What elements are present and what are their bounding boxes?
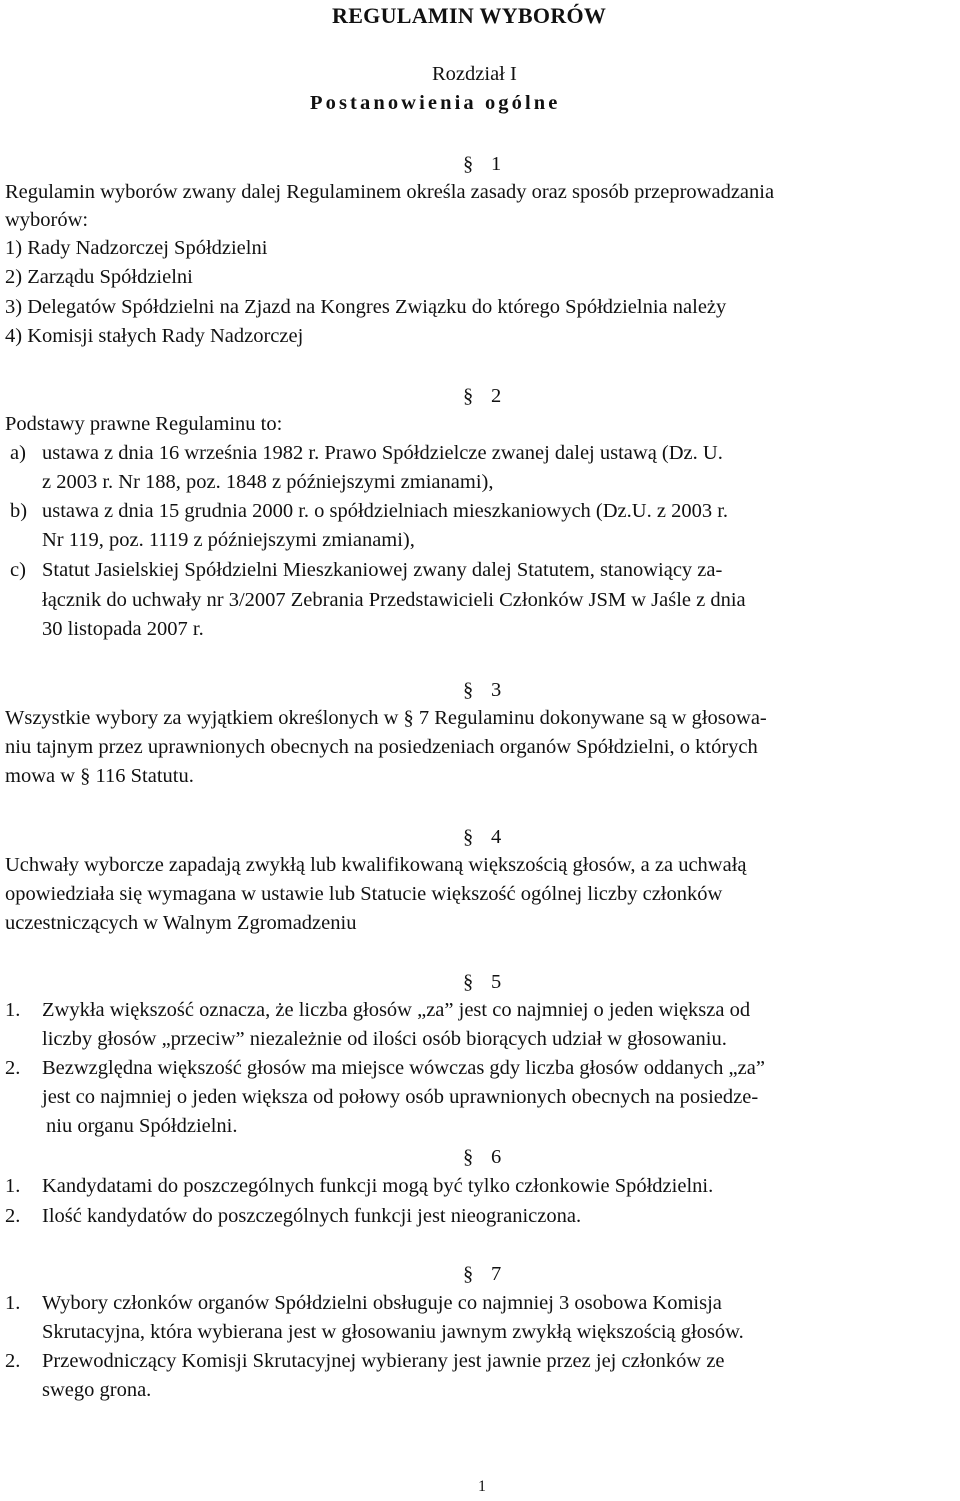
- s2-marker-a: a): [10, 442, 26, 464]
- section-symbol: §: [463, 153, 474, 175]
- section-heading-5: [463, 968, 501, 996]
- section-number: 1: [491, 153, 502, 175]
- s2-marker-c: c): [10, 559, 26, 581]
- section-heading-1: [463, 150, 501, 178]
- s5-marker-2: 2.: [5, 1057, 21, 1079]
- s4-line: Uchwały wyborcze zapadają zwykłą lub kwalifikowaną większością głosów, a za uchwałą: [5, 854, 747, 876]
- s5-point-2-line: niu organu Spółdzielni.: [46, 1115, 238, 1137]
- section-heading-3: [463, 676, 501, 704]
- chapter-name: Postanowienia ogólne: [310, 92, 561, 114]
- s2-intro: Podstawy prawne Regulaminu to:: [5, 413, 283, 435]
- section-number: 5: [491, 971, 502, 993]
- s5-point-1-line: liczby głosów „przeciw” niezależnie od ilości osób biorących udział w głosowaniu.: [42, 1028, 727, 1050]
- s5-marker-1: 1.: [5, 999, 21, 1021]
- section-number: 2: [491, 385, 502, 407]
- page-number: 1: [478, 1478, 486, 1495]
- s1-list-item: 3) Delegatów Spółdzielni na Zjazd na Kongres Związku do którego Spółdzielnia należy: [5, 296, 727, 318]
- s6-point-2: Ilość kandydatów do poszczególnych funkcji jest nieograniczona.: [42, 1205, 582, 1227]
- s2-item-c-line: łącznik do uchwały nr 3/2007 Zebrania Przedstawicieli Członków JSM w Jaśle z dnia: [42, 589, 746, 611]
- s7-point-2-line: swego grona.: [42, 1379, 152, 1401]
- section-symbol: §: [463, 826, 474, 848]
- s7-point-1-line: Skrutacyjna, która wybierana jest w głosowaniu jawnym zwykłą większością głosów.: [42, 1321, 744, 1343]
- s2-item-a-line: ustawa z dnia 16 września 1982 r. Prawo Spółdzielcze zwanej dalej ustawą (Dz. U.: [42, 442, 723, 464]
- s4-line: uczestniczących w Walnym Zgromadzeniu: [5, 912, 357, 934]
- s2-item-c-line: Statut Jasielskiej Spółdzielni Mieszkaniowej zwany dalej Statutem, stanowiący za-: [42, 559, 723, 581]
- section-number: 4: [491, 826, 502, 848]
- s2-item-b-line: ustawa z dnia 15 grudnia 2000 r. o spółdzielniach mieszkaniowych (Dz.U. z 2003 r.: [42, 500, 729, 522]
- section-number: 7: [491, 1263, 502, 1285]
- section-heading-4: [463, 823, 501, 851]
- s7-point-2-line: Przewodniczący Komisji Skrutacyjnej wybierany jest jawnie przez jej członków ze: [42, 1350, 725, 1372]
- document-title: REGULAMIN WYBORÓW: [332, 3, 607, 28]
- s1-list-item: 2) Zarządu Spółdzielni: [5, 266, 193, 288]
- s2-item-b-line: Nr 119, poz. 1119 z późniejszymi zmianami),: [42, 529, 415, 551]
- s7-marker-2: 2.: [5, 1350, 21, 1372]
- section-heading-2: [463, 382, 501, 410]
- s1-intro-line: Regulamin wyborów zwany dalej Regulaminem określa zasady oraz sposób przeprowadzania: [5, 181, 775, 203]
- s1-intro-line: wyborów:: [5, 209, 89, 231]
- section-symbol: §: [463, 679, 474, 701]
- s6-marker-2: 2.: [5, 1205, 21, 1227]
- s2-item-c-line: 30 listopada 2007 r.: [42, 618, 204, 640]
- s5-point-1-line: Zwykła większość oznacza, że liczba głosów „za” jest co najmniej o jeden większa od: [42, 999, 751, 1021]
- s2-item-a-line: z 2003 r. Nr 188, poz. 1848 z późniejszymi zmianami),: [42, 471, 494, 493]
- section-heading-7: [463, 1260, 501, 1288]
- s4-line: opowiedziała się wymagana w ustawie lub Statucie większość ogólnej liczby członków: [5, 883, 723, 905]
- s5-point-2-line: Bezwzględna większość głosów ma miejsce wówczas gdy liczba głosów oddanych „za”: [42, 1057, 765, 1079]
- s5-point-2-line: jest co najmniej o jeden większa od połowy osób uprawnionych obecnych na posiedze-: [42, 1086, 759, 1108]
- s1-list-item: 4) Komisji stałych Rady Nadzorczej: [5, 325, 304, 347]
- section-heading-6: [463, 1143, 501, 1171]
- s3-line: mowa w § 116 Statutu.: [5, 765, 194, 787]
- s7-point-1-line: Wybory członków organów Spółdzielni obsługuje co najmniej 3 osobowa Komisja: [42, 1292, 722, 1314]
- section-symbol: §: [463, 1146, 474, 1168]
- s1-list-item: 1) Rady Nadzorczej Spółdzielni: [5, 237, 268, 259]
- s3-line: niu tajnym przez uprawnionych obecnych na posiedzeniach organów Spółdzielni, o których: [5, 736, 758, 758]
- s7-marker-1: 1.: [5, 1292, 21, 1314]
- s3-line: Wszystkie wybory za wyjątkiem określonych w § 7 Regulaminu dokonywane są w głosowa-: [5, 707, 767, 729]
- section-symbol: §: [463, 971, 474, 993]
- s6-marker-1: 1.: [5, 1175, 21, 1197]
- chapter-number: Rozdział I: [432, 63, 517, 85]
- section-number: 6: [491, 1146, 502, 1168]
- section-symbol: §: [463, 385, 474, 407]
- section-symbol: §: [463, 1263, 474, 1285]
- s6-point-1: Kandydatami do poszczególnych funkcji mogą być tylko członkowie Spółdzielni.: [42, 1175, 714, 1197]
- s2-marker-b: b): [10, 500, 28, 522]
- section-number: 3: [491, 679, 502, 701]
